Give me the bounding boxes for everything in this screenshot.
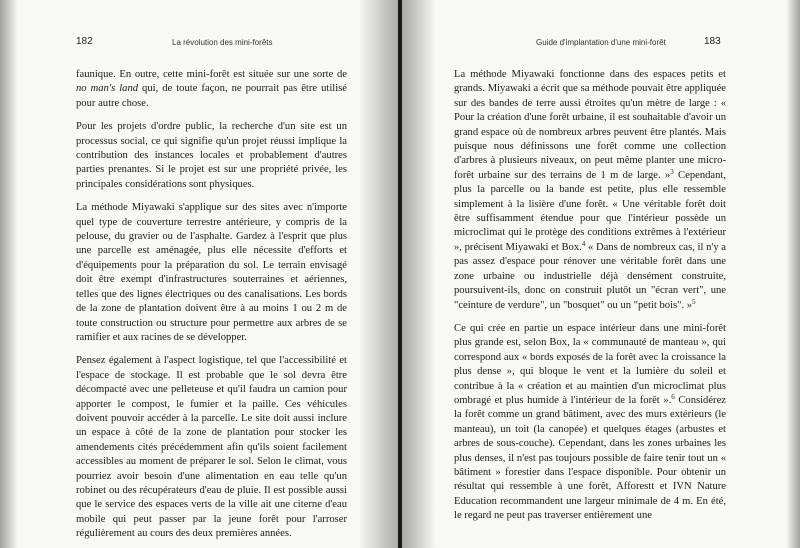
paragraph: faunique. En outre, cette mini-forêt est située sur une sorte de no man's land qui, de toute façon, ne pourrait pas être utilisé pour autre chose. bbox=[76, 69, 347, 109]
paragraph: Ce qui crée en partie un espace intérieur dans une mini-forêt plus grande est, selon Box, la « communauté de manteau », qui correspond aux « bords exposés de la forêt avec la croissance la plus dense », qui bloque le vent et la lumière du soleil et contribue à la « création et au maintien d'un microclimat plus ombragé et plus humide à l'intérieur de la forêt ».$^6$ Considérez la forêt comme un grand bâtiment, avec des murs extérieurs (le manteau), un toit (la canopée) et quelques étages (arbustes et arbres de sous-couche). Cependant, dans les zones urbaines les plus denses, il n'est pas toujours possible de faire tenir tout un « bâtiment » forestier dans l'espace disponible. Pour obtenir un résultat qui ressemble à une forêt, Afforestt et IVN Nature Education recommandent une largeur minimale de 4 m. En été, le regard ne peut pas traverser entièrement une bbox=[454, 322, 726, 522]
running-head: La révolution des mini-forêts bbox=[172, 38, 273, 47]
footnote-ref: 4 bbox=[581, 239, 586, 248]
page-number: 183 bbox=[704, 36, 721, 47]
body-text bbox=[76, 68, 347, 542]
left-page bbox=[0, 0, 398, 548]
gutter-shadow bbox=[358, 0, 398, 548]
footnote-ref: 3 bbox=[670, 167, 674, 176]
running-head: Guide d'implantation d'une mini-forêt bbox=[536, 38, 666, 47]
page-edge-shadow bbox=[786, 0, 800, 548]
footnote-ref: 5 bbox=[692, 297, 696, 306]
page-edge-shadow bbox=[0, 0, 18, 548]
paragraph: La méthode Miyawaki fonctionne dans des espaces petits et grands. Miyawaki a écrit que sa méthode pouvait être appliquée sur des bandes de terre aussi étroites qu'un mètre de large : « Pour la création d'une forêt urbaine, il est souhaitable d'avoir un grand espace où de nombreux arbres peuvent être plantés. Mais puisque nous définissons une forêt comme une collection d'arbres à plusieurs niveaux, on peut même planter une micro-forêt urbaine sur des terrains de 1 m de large. »$^3$ Cependant, plus la parcelle ou la bande est petite, plus elle ressemble simplement à la lisière d'une forêt. « Une véritable forêt doit être suffisamment étendue pour que l'intérieur possède un microclimat qui le protège des conditions extrêmes à l'extérieur », précisent Miyawaki et Box.$^4$ « Dans de nombreux cas, il n'y a pas assez d'espace pour rénover une véritable forêt dans une zone urbaine ou industrielle déjà densément construite, poursuivent-ils, donc on construit plutôt un "écran vert", une "ceinture de verdure", un "bosquet" ou un "petit bois". »$^5$ bbox=[454, 69, 727, 311]
gutter-shadow bbox=[402, 0, 436, 548]
paragraph: Pour les projets d'ordre public, la recherche d'un site est un processus social, ce qui signifie qu'un projet réussi implique la contribution des instances locales et probablement d'autres parties prenantes. Si le projet est sur une propriété privée, les principales considérations sont physiques. bbox=[76, 121, 347, 190]
paragraph: La méthode Miyawaki s'applique sur des sites avec n'importe quel type de couverture terrestre antérieure, y compris de la pelouse, du gravier ou de l'asphalte. Gardez à l'esprit que plus une parcelle est aménagée, plus elle nécessite d'efforts et d'équipements pour la préparation du sol. Le terrain envisagé doit être exempt d'infrastructures souterraines et aériennes, telles que des lignes électriques ou des canalisations. Les bords de la zone de plantation doivent être à au moins 1 ou 2 m de toute construction ou structure pour permettre aux arbres de se ramifier et aux racines de se développer. bbox=[76, 202, 347, 343]
body-text bbox=[454, 68, 726, 524]
page-number: 182 bbox=[76, 36, 93, 47]
right-page bbox=[402, 0, 800, 548]
footnote-ref: 6 bbox=[671, 392, 675, 401]
paragraph: Pensez également à l'aspect logistique, tel que l'accessibilité et l'espace de stockage. Il est probable que le sol devra être décompacté avec une pelleteuse et qu'il faudra un camion pour apporter le compost, le fumier et la paille. Ces véhicules doivent pouvoir accéder à la parcelle. Le site doit aussi inclure un espace à côté de la zone de plantation pour stocker les amendements cités précédemment afin qu'ils soient facilement accessibles au moment de préparer le sol. Selon le climat, vous pourriez avoir besoin d'une alimentation en eau telle qu'un robinet ou des récupérateurs d'eau de pluie. Il est possible aussi que le service des espaces verts de la ville ait une citerne d'eau mobile qui peut passer par la jeune forêt pour l'arroser régulièrement au cours des deux premières années. bbox=[76, 355, 347, 540]
